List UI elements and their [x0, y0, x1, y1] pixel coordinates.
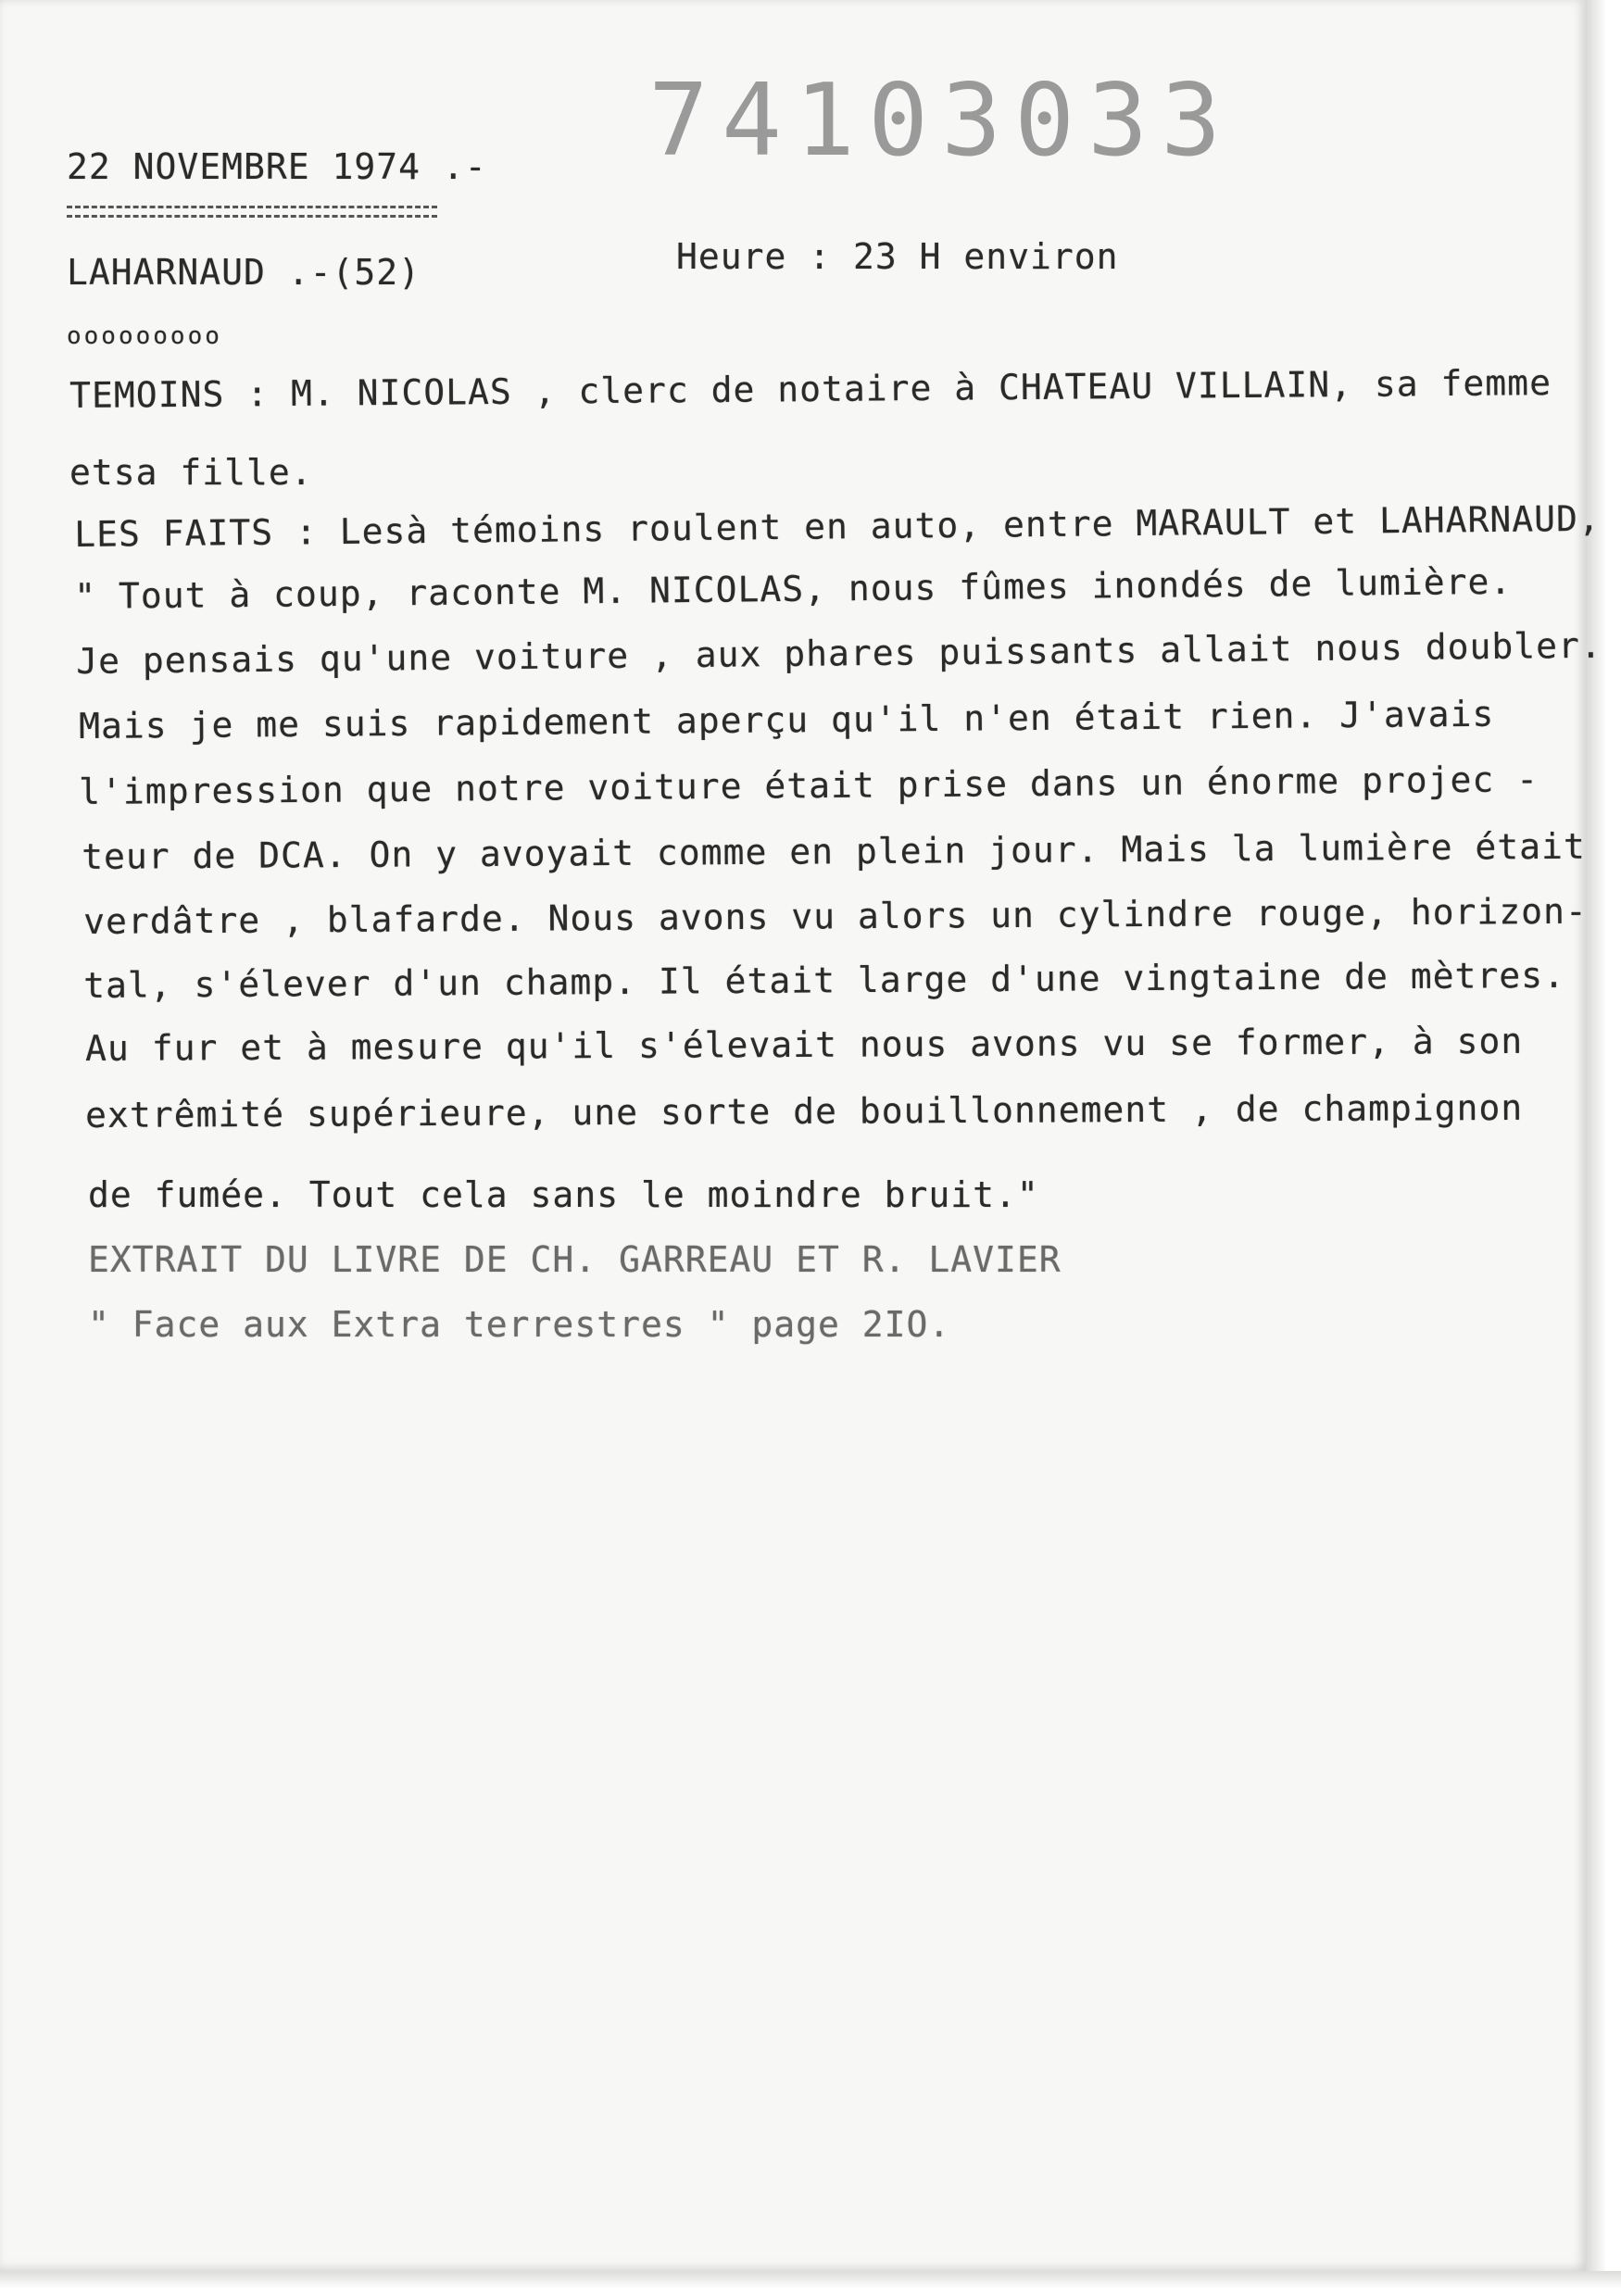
reference-stamp: 74103033 — [648, 63, 1235, 179]
text-line: teur de DCA. On y avoyait comme en plein jour. Mais la lumière était — [82, 825, 1586, 877]
text-line: etsa fille. — [69, 452, 313, 493]
source-citation: EXTRAIT DU LIVRE DE CH. GARREAU ET R. LAVIER — [88, 1239, 1062, 1280]
page-right-edge — [1586, 0, 1621, 2296]
page-bottom-edge — [0, 2271, 1621, 2296]
text-line: TEMOINS : M. NICOLAS , clerc de notaire à CHATEAU VILLAIN, sa femme — [69, 362, 1552, 416]
source-title: " Face aux Extra terrestres " page 2IO. — [88, 1304, 951, 1345]
text-line: LES FAITS : Lesà témoins roulent en auto, entre MARAULT et LAHARNAUD, — [74, 497, 1601, 555]
text-line: verdâtre , blafarde. Nous avons vu alors un cylindre rouge, horizon- — [83, 890, 1588, 942]
text-line: Mais je me suis rapidement aperçu qu'il n'en était rien. J'avais — [79, 693, 1495, 747]
text-line: de fumée. Tout cela sans le moindre bruit." — [88, 1174, 1039, 1215]
document-date: 22 NOVEMBRE 1974 .- — [67, 146, 487, 187]
separator-line: ooooooooo — [67, 322, 222, 350]
text-line: extrêmité supérieure, une sorte de bouillonnement , de champignon — [85, 1086, 1524, 1135]
text-line: tal, s'élever d'un champ. Il était large d'une vingtaine de mètres. — [83, 954, 1566, 1006]
text-line: " Tout à coup, raconte M. NICOLAS, nous fûmes inondés de lumière. — [74, 560, 1513, 617]
text-line: l'impression que notre voiture était prise dans un énorme projec - — [79, 759, 1539, 812]
location-heading: LAHARNAUD .-(52) — [67, 252, 421, 293]
text-line: Au fur et à mesure qu'il s'élevait nous avons vu se former, à son — [85, 1020, 1524, 1069]
time-of-event: Heure : 23 H environ — [676, 236, 1119, 277]
date-underline — [67, 206, 437, 208]
date-underline-second — [67, 215, 437, 218]
text-line: Je pensais qu'une voiture , aux phares puissants allait nous doubler. — [76, 624, 1602, 682]
